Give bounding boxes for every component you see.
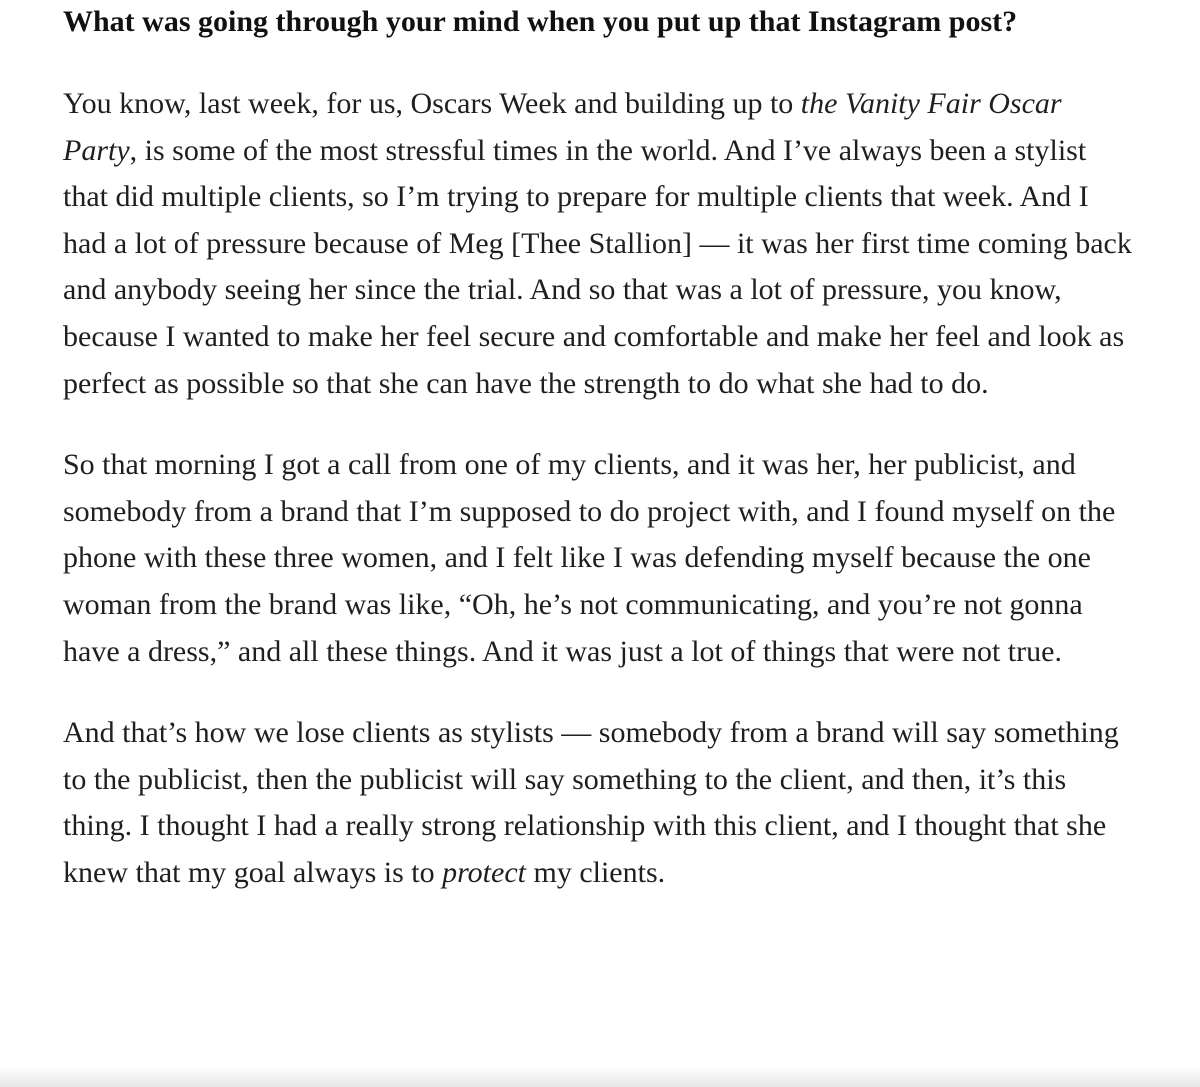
answer-paragraph-3 (63, 710, 1133, 896)
text-run: You know, last week, for us, Oscars Week and building up to (63, 87, 801, 120)
spacer (63, 675, 1133, 710)
spacer (63, 43, 1133, 81)
bottom-scroll-fade (0, 1067, 1200, 1087)
text-run: my clients. (525, 855, 666, 889)
text-run: , is some of the most stressful times in the world. And I’ve always been a stylist that did multiple clients, so I’m trying to prepare for multiple clients that week. And I had a lot of pressure because of Meg [Thee Stallion] — it was her first time coming back and anybody seeing her since the trial. And so that was a lot of pressure, you know, because I wanted to make her feel secure and comfortable and make her feel and look as perfect as possible so that she can have the strength to do what she had to do. (63, 133, 1132, 400)
answer-paragraph-2 (63, 442, 1133, 675)
answer-paragraph-1 (63, 81, 1133, 407)
spacer (63, 407, 1133, 442)
article-body (63, 0, 1133, 897)
interview-question: What was going through your mind when you put up that Instagram post? (63, 5, 1018, 38)
italic-title-vanity-fair-oscar-party: the Vanity Fair Oscar Party (63, 87, 1062, 167)
italic-emphasis-protect: protect (442, 855, 526, 889)
text-run: And that’s how we lose clients as stylists — somebody from a brand will say something to the publicist, then the publicist will say something to the client, and then, it’s this thing. I thought I had a really strong relationship with this client, and I thought that she knew that my goal always is to (63, 716, 1119, 889)
text-run: So that morning I got a call from one of my clients, and it was her, her publicist, and somebody from a brand that I’m supposed to do project with, and I found myself on the phone with these three women, and I felt like I was defending myself because the one woman from the brand was like, “Oh, he’s not communicating, and you’re not gonna have a dress,” and all these things. And it was just a lot of things that were not true. (63, 448, 1116, 668)
